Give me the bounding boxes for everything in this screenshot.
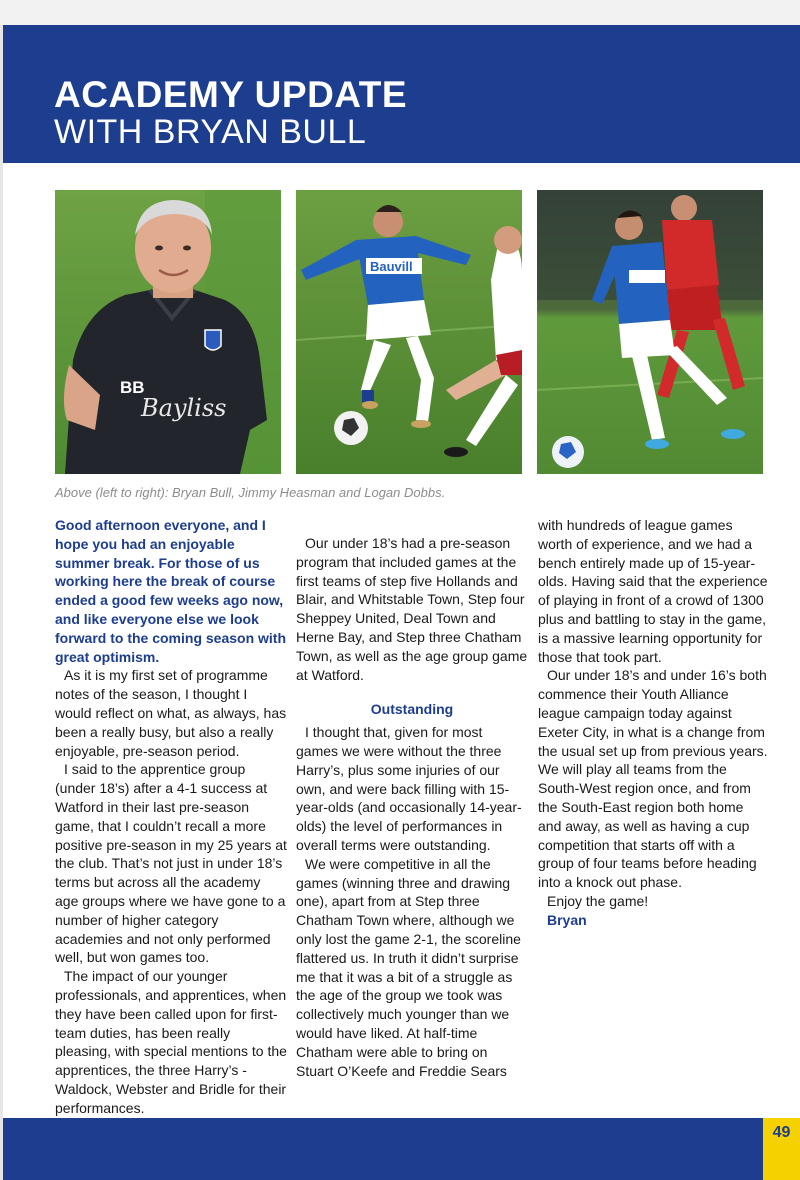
paragraph-6-continued: with hundreds of league games worth of experience, and we had a bench entirely made up of 15-year-olds. Having said that the experience of playing in front of a crowd of 1300 plus and battling to stay in the game, is a massive learning opportunity for those that took part. (538, 517, 768, 665)
page-subtitle: WITH BRYAN BULL (54, 113, 367, 151)
paragraph-7: Our under 18’s and under 16’s both commence their Youth Alliance league campaign today against Exeter City, in what is a change from the usual set up from previous years. We will play all teams from the South-West region once, and from the South-East region both home and away, as well as having a cup competition that starts off with a group of four teams before heading into a knock out phase. (538, 667, 768, 891)
article-column-2 (296, 534, 528, 1080)
paragraph-6: We were competitive in all the games (winning three and drawing one), apart from at Step three Chatham Town where, although we only lost the game 2-1, the scoreline flattered us. In truth it didn’t surprise me that it was a bit of a struggle as the age of the group we took was collectively much younger than we would have liked. At half-time Chatham were able to bring on Stuart O’Keefe and Freddie Sears (296, 855, 521, 1079)
paragraph-2: I said to the apprentice group (under 18’s) after a 4-1 success at Watford in their last pre-season game, that I couldn’t recall a more positive pre-season in my 25 years at the club. That’s not just in under 18’s terms but across all the academy age groups where we have gone to a number of higher category academies and not only performed well, but won games too. (55, 761, 287, 966)
section-subheading: Outstanding (370, 701, 454, 718)
photo-logan-dobbs (537, 190, 763, 474)
photo-bryan-bull (55, 190, 281, 474)
page-title: ACADEMY UPDATE (54, 74, 408, 115)
page-number: 49 (772, 1124, 791, 1141)
paragraph-3: The impact of our younger professionals, and apprentices, when they have been called upon for first-team duties, has been really pleasing, with special mentions to the apprentices, the three Harry’s - Waldock, Webster and Bridle for their performances. (55, 968, 287, 1116)
article-column-1 (55, 516, 287, 1118)
photo-jimmy-heasman (296, 190, 522, 474)
paragraph-1: As it is my first set of programme notes of the season, I thought I would reflect on what, as always, has been a really busy, but also a really enjoyable, pre-season period. (55, 667, 287, 759)
photo-caption: Above (left to right): Bryan Bull, Jimmy Heasman and Logan Dobbs. (55, 485, 446, 500)
page-left-edge (0, 25, 3, 1180)
paragraph-8: Enjoy the game! (547, 892, 649, 909)
page-top-strip (0, 0, 800, 25)
paragraph-5: I thought that, given for most games we were without the three Harry’s, plus some injuries of our own, and were back filling with 15-year-olds (and occasionally 14-year-olds) the level of performances in overall terms were outstanding. (296, 724, 522, 853)
intro-paragraph: Good afternoon everyone, and I hope you had an enjoyable summer break. For those of us working here the break of course ended a good few weeks ago now, and like everyone else we look forward to the coming season with great optimism. (55, 517, 287, 665)
footer-bar (3, 1118, 763, 1180)
shirt-initials: BB (120, 378, 145, 397)
signoff: Bryan (547, 911, 587, 928)
shirt-sponsor: Bayliss (141, 394, 227, 422)
article-column-3 (538, 516, 770, 930)
shirt-sponsor-text: Bauvill (370, 259, 413, 274)
paragraph-4: Our under 18’s had a pre-season program that included games at the first teams of step five Hollands and Blair, and Whitstable Town, Step four Sheppey United, Deal Town and Herne Bay, and Step three Chatham Town, as well as the age group game at Watford. (296, 535, 528, 683)
